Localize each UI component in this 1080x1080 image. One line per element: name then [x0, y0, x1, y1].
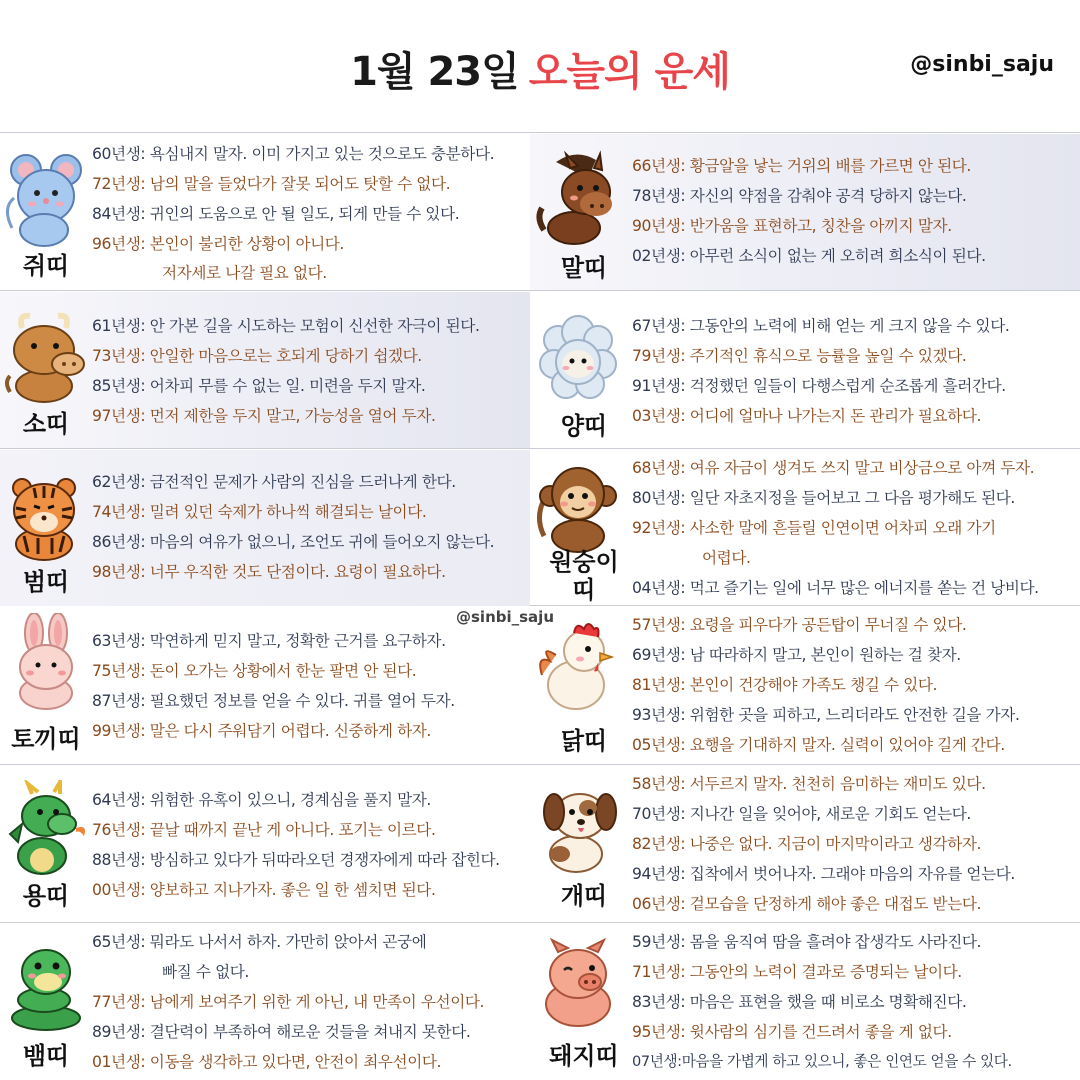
- fortune-line: 80년생: 일단 자초지정을 들어보고 그 다음 평가해도 된다.: [632, 489, 1015, 507]
- fortune-line: 72년생: 남의 말을 들었다가 잘못 되어도 탓할 수 없다.: [92, 175, 451, 193]
- fortune-line: 95년생: 윗사람의 심기를 건드려서 좋을 게 없다.: [632, 1023, 952, 1041]
- fortune-line: 77년생: 남에게 보여주기 위한 게 아닌, 내 만족이 우선이다.: [92, 993, 485, 1011]
- fortune-line: 62년생: 금전적인 문제가 사람의 진심을 드러나게 한다.: [92, 473, 456, 491]
- fortune-line: 58년생: 서두르지 말자. 천천히 음미하는 재미도 있다.: [632, 775, 986, 793]
- fortune-line: 66년생: 황금알을 낳는 거위의 배를 가르면 안 된다.: [632, 157, 971, 175]
- ox-icon: [4, 306, 88, 402]
- fortune-line: 98년생: 너무 우직한 것도 단점이다. 요령이 필요하다.: [92, 563, 446, 581]
- fortune-line: 어렵다.: [702, 549, 751, 567]
- divider: [0, 764, 1080, 765]
- fortune-line: 84년생: 귀인의 도움으로 안 될 일도, 되게 만들 수 있다.: [92, 205, 460, 223]
- fortune-line: 05년생: 요행을 기대하지 말자. 실력이 있어야 길게 간다.: [632, 736, 1005, 754]
- rooster-icon: [536, 615, 620, 711]
- sheep-icon: [536, 306, 620, 402]
- fortune-line: 63년생: 막연하게 믿지 말고, 정확한 근거를 요구하자.: [92, 632, 446, 650]
- zodiac-name-sheep: 양띠: [560, 412, 608, 440]
- dragon-icon: [4, 780, 88, 876]
- zodiac-name-snake: 뱀띠: [22, 1042, 70, 1070]
- fortune-line: 57년생: 요령을 피우다가 공든탑이 무너질 수 있다.: [632, 616, 967, 634]
- fortune-line: 78년생: 자신의 약점을 감춰야 공격 당하지 않는다.: [632, 187, 967, 205]
- fortune-line: 79년생: 주기적인 휴식으로 능률을 높일 수 있겠다.: [632, 347, 967, 365]
- zodiac-name-dog: 개띠: [560, 882, 608, 910]
- fortune-line: 65년생: 뭐라도 나서서 하자. 가만히 앉아서 곤궁에: [92, 933, 427, 951]
- fortune-line: 03년생: 어디에 얼마나 나가는지 돈 관리가 필요하다.: [632, 407, 982, 425]
- fortune-line: 69년생: 남 따라하지 말고, 본인이 원하는 걸 찾자.: [632, 646, 961, 664]
- rat-icon: [4, 148, 88, 244]
- fortune-line: 59년생: 몸을 움직여 땀을 흘려야 잡생각도 사라진다.: [632, 933, 982, 951]
- fortune-line: 02년생: 아무런 소식이 없는 게 오히려 희소식이 된다.: [632, 247, 986, 265]
- fortune-line: 99년생: 말은 다시 주워담기 어렵다. 신중하게 하자.: [92, 722, 431, 740]
- fortune-line: 61년생: 안 가본 길을 시도하는 모험이 신선한 자극이 된다.: [92, 317, 480, 335]
- zodiac-name-rat: 쥐띠: [22, 252, 70, 280]
- fortune-line: 저자세로 나갈 필요 없다.: [162, 264, 327, 282]
- fortune-line: 64년생: 위험한 유혹이 있으니, 경계심을 풀지 말자.: [92, 791, 431, 809]
- fortune-line: 92년생: 사소한 말에 흔들릴 인연이면 어차피 오래 가기: [632, 519, 996, 537]
- zodiac-cell-horse: [530, 134, 1080, 290]
- zodiac-name-horse: 말띠: [560, 254, 608, 282]
- fortune-line: 76년생: 끝날 때까지 끝난 게 아니다. 포기는 이르다.: [92, 821, 436, 839]
- fortune-line: 68년생: 여유 자금이 생겨도 쓰지 말고 비상금으로 아껴 두자.: [632, 459, 1035, 477]
- fortune-line: 91년생: 걱정했던 일들이 다행스럽게 순조롭게 흘러간다.: [632, 377, 1006, 395]
- zodiac-cell-rooster: [530, 607, 1080, 763]
- fortune-line: 82년생: 나중은 없다. 지금이 마지막이라고 생각하자.: [632, 835, 982, 853]
- fortune-line: 01년생: 이동을 생각하고 있다면, 안전이 최우선이다.: [92, 1053, 442, 1071]
- fortune-line: 89년생: 결단력이 부족하여 해로운 것들을 쳐내지 못한다.: [92, 1023, 471, 1041]
- divider: [0, 922, 1080, 923]
- fortune-line: 빠질 수 없다.: [162, 963, 249, 981]
- fortune-line: 85년생: 어차피 무를 수 없는 일. 미련을 두지 말자.: [92, 377, 426, 395]
- fortune-line: 73년생: 안일한 마음으로는 호되게 당하기 쉽겠다.: [92, 347, 422, 365]
- fortune-line: 94년생: 집착에서 벗어나자. 그래야 마음의 자유를 얻는다.: [632, 865, 1015, 883]
- fortune-line: 87년생: 필요했던 정보를 얻을 수 있다. 귀를 열어 두자.: [92, 692, 455, 710]
- watermark: @sinbi_saju: [456, 608, 554, 626]
- fortune-line: 93년생: 위험한 곳을 피하고, 느리더라도 안전한 길을 가자.: [632, 706, 1020, 724]
- fortune-line: 81년생: 본인이 건강해야 가족도 챙길 수 있다.: [632, 676, 938, 694]
- zodiac-cell-dog: [530, 766, 1080, 922]
- divider: [0, 132, 1080, 133]
- fortune-line: 04년생: 먹고 즐기는 일에 너무 많은 에너지를 쏟는 건 낭비다.: [632, 579, 1039, 597]
- zodiac-cell-pig: [530, 924, 1080, 1080]
- zodiac-name-dragon: 용띠: [22, 882, 70, 910]
- fortune-line: 96년생: 본인이 불리한 상황이 아니다.: [92, 235, 344, 253]
- divider: [0, 448, 1080, 449]
- fortune-line: 60년생: 욕심내지 말자. 이미 가지고 있는 것으로도 충분하다.: [92, 145, 495, 163]
- fortune-line: 75년생: 돈이 오가는 상황에서 한눈 팔면 안 된다.: [92, 662, 417, 680]
- tiger-icon: [4, 464, 88, 560]
- zodiac-cell-tiger: [0, 450, 530, 606]
- fortune-line: 90년생: 반가움을 표현하고, 칭찬을 아끼지 말자.: [632, 217, 952, 235]
- zodiac-name-pig: 돼지띠: [549, 1042, 619, 1070]
- zodiac-name-monkey: 원숭이 띠: [549, 548, 619, 604]
- zodiac-name-rooster: 닭띠: [560, 727, 608, 755]
- page-header: [0, 0, 1080, 132]
- dog-icon: [536, 776, 620, 872]
- title-date: 1월 23일: [350, 49, 519, 95]
- monkey-icon: [536, 456, 620, 552]
- fortune-line: 00년생: 양보하고 지나가자. 좋은 일 한 셈치면 된다.: [92, 881, 436, 899]
- fortune-line: 70년생: 지나간 일을 잊어야, 새로운 기회도 얻는다.: [632, 805, 971, 823]
- zodiac-cell-snake: [0, 924, 530, 1080]
- horse-icon: [536, 148, 620, 244]
- zodiac-cell-rabbit: [0, 607, 530, 763]
- rabbit-icon: [4, 613, 88, 709]
- zodiac-name-tiger: 범띠: [22, 568, 70, 596]
- zodiac-name-ox: 소띠: [22, 410, 70, 438]
- fortune-line: 83년생: 마음은 표현을 했을 때 비로소 명확해진다.: [632, 993, 967, 1011]
- fortune-line: 67년생: 그동안의 노력에 비해 얻는 게 크지 않을 수 있다.: [632, 317, 1010, 335]
- zodiac-cell-ox: [0, 292, 530, 448]
- fortune-line: 86년생: 마음의 여유가 없으니, 조언도 귀에 들어오지 않는다.: [92, 533, 495, 551]
- pig-icon: [536, 932, 620, 1028]
- zodiac-cell-monkey: [530, 450, 1080, 606]
- zodiac-name-rabbit: 토끼띠: [11, 725, 81, 753]
- zodiac-cell-sheep: [530, 292, 1080, 448]
- zodiac-cell-rat: [0, 134, 530, 290]
- fortune-line: 07년생:마음을 가볍게 하고 있으니, 좋은 인연도 얻을 수 있다.: [632, 1053, 1012, 1070]
- account-handle: @sinbi_saju: [910, 52, 1054, 77]
- fortune-line: 71년생: 그동안의 노력이 결과로 증명되는 날이다.: [632, 963, 962, 981]
- fortune-line: 74년생: 밀려 있던 숙제가 하나씩 해결되는 날이다.: [92, 503, 427, 521]
- fortune-line: 88년생: 방심하고 있다가 뒤따라오던 경쟁자에게 따라 잡힌다.: [92, 851, 500, 869]
- divider: [0, 290, 1080, 291]
- fortune-line: 97년생: 먼저 제한을 두지 말고, 가능성을 열어 두자.: [92, 407, 436, 425]
- snake-icon: [4, 936, 88, 1032]
- zodiac-cell-dragon: [0, 766, 530, 922]
- title-accent: 오늘의 운세: [528, 49, 730, 95]
- fortune-line: 06년생: 겉모습을 단정하게 해야 좋은 대접도 받는다.: [632, 895, 982, 913]
